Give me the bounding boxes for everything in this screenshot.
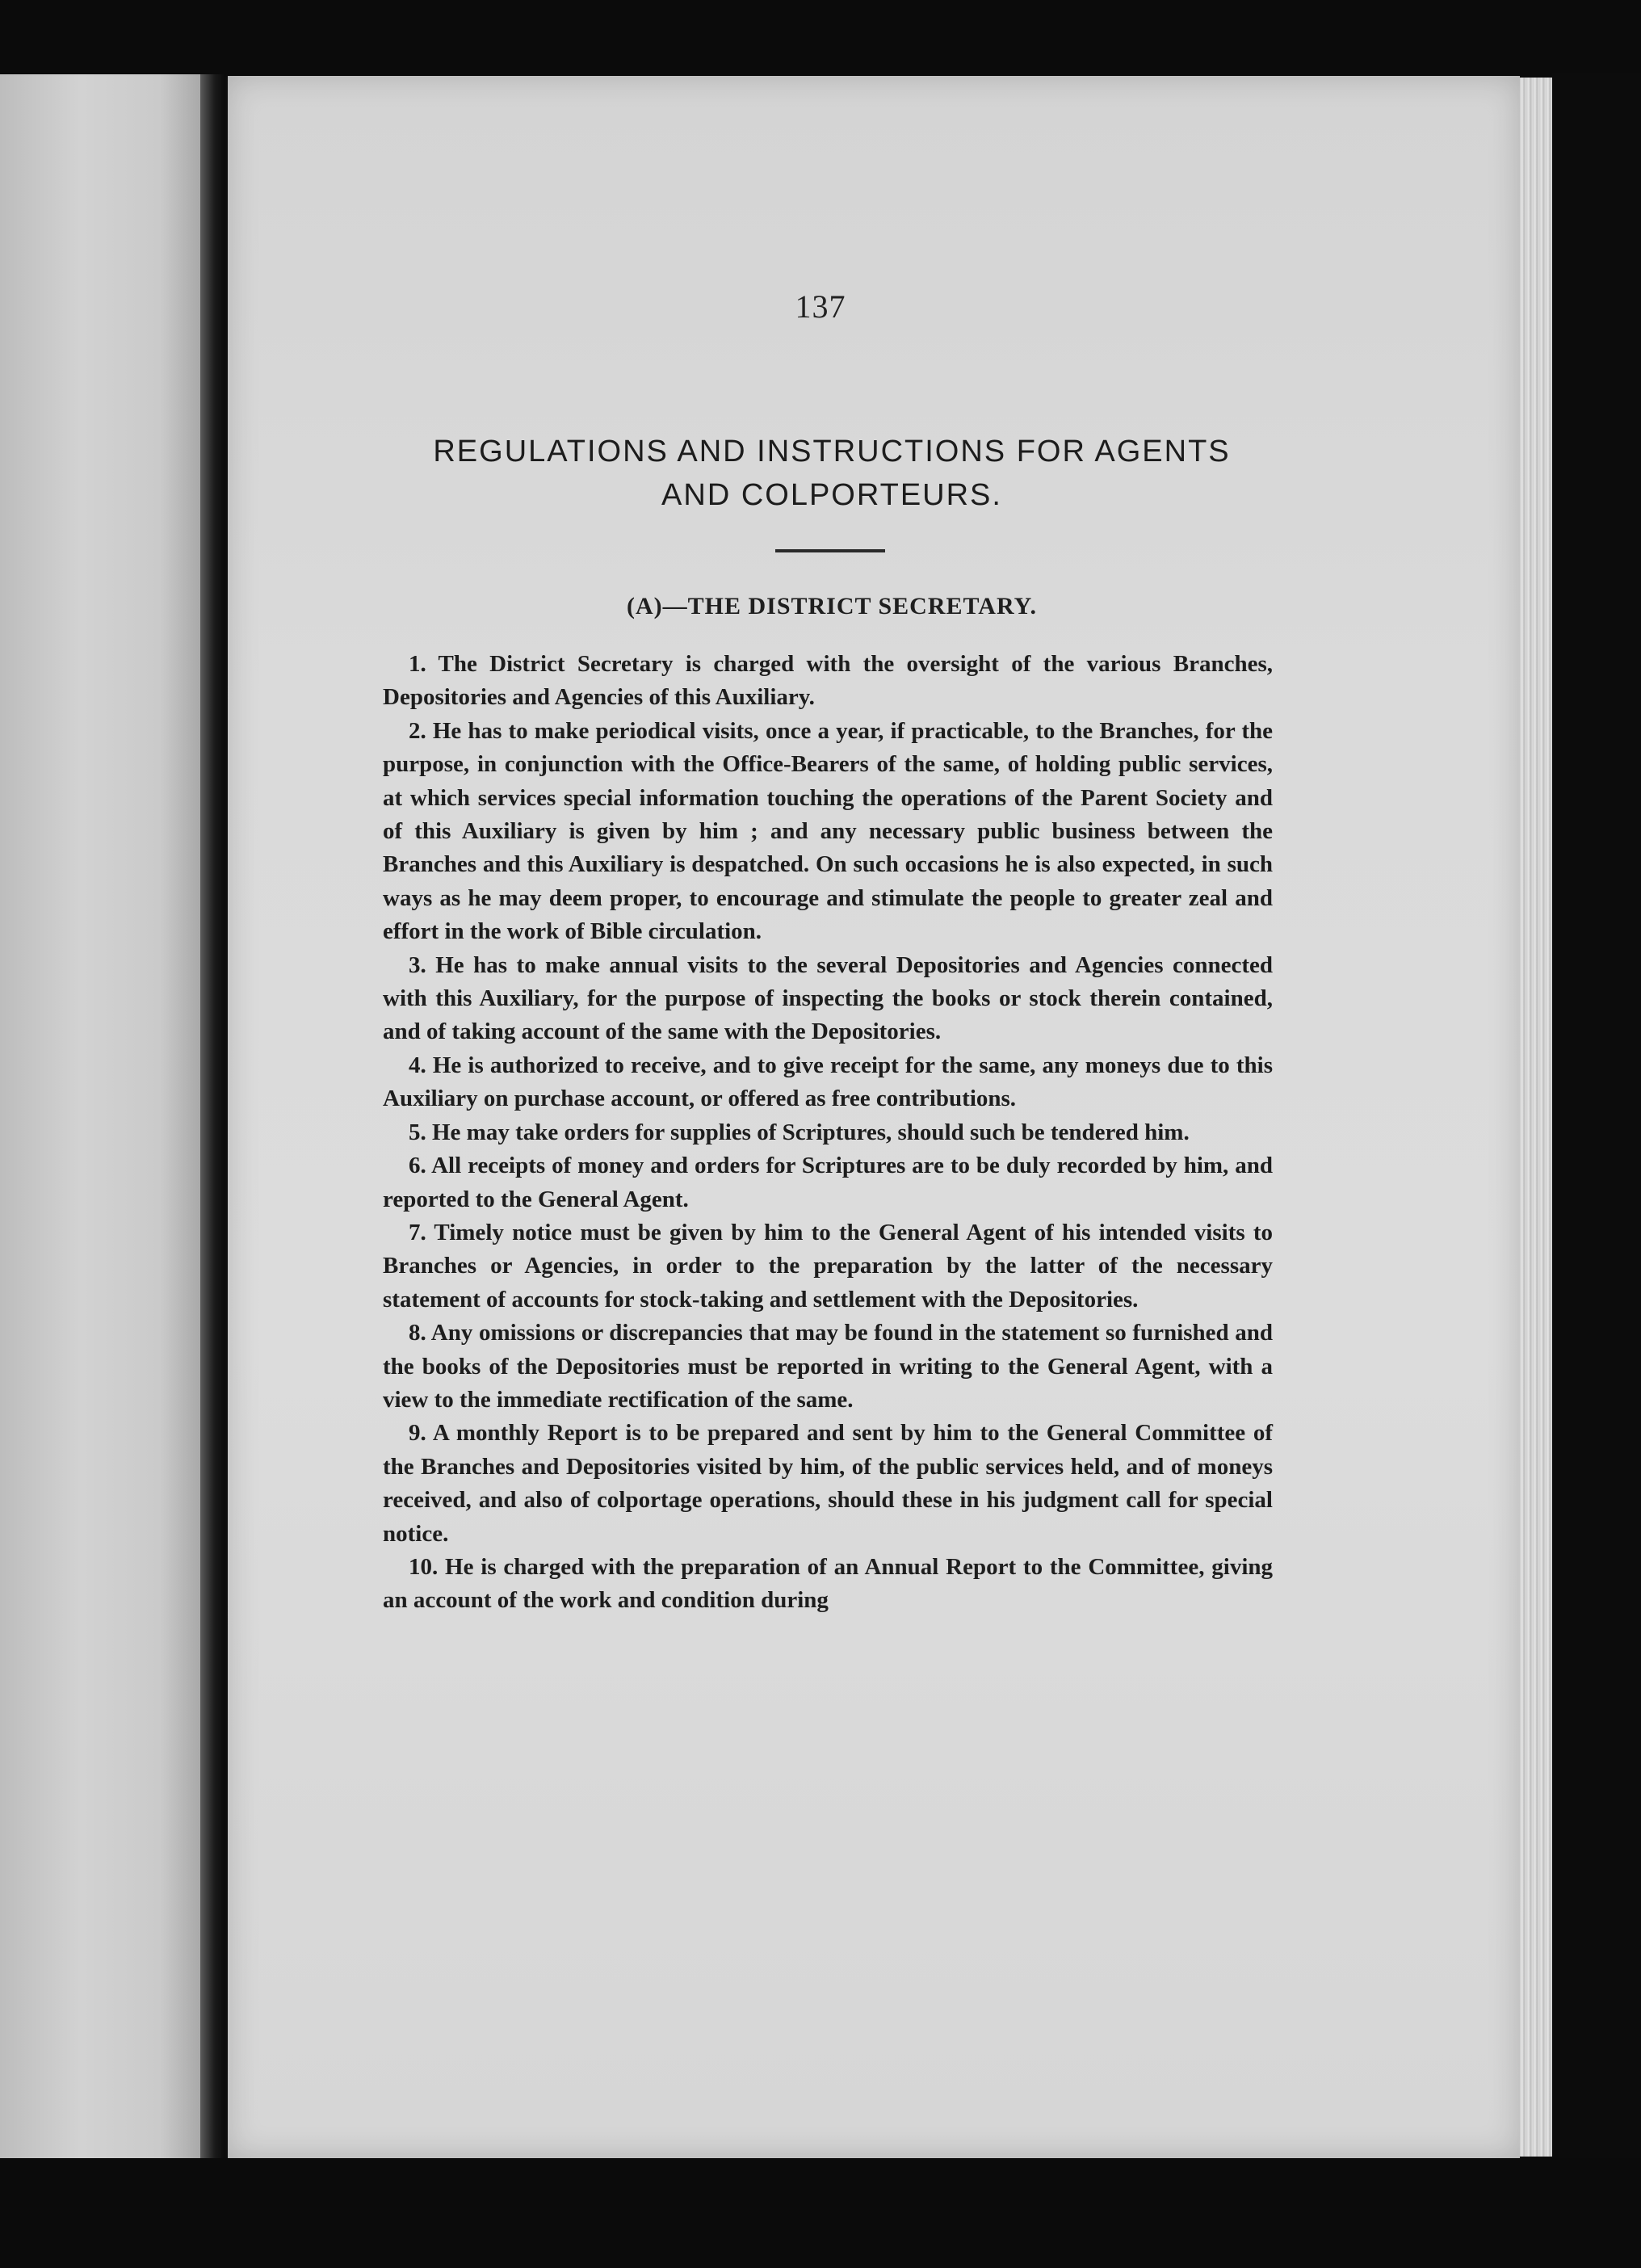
paragraph-5: 5. He may take orders for supplies of Scriptures, should such be tendered him. <box>409 1119 1190 1145</box>
scan-right-border <box>1552 73 1641 2173</box>
page-title <box>380 430 1284 517</box>
scan-bottom-border <box>0 2158 1641 2268</box>
paragraph-4: 4. He is authorized to receive, and to give receipt for the same, any moneys due to this Auxiliary on purchase account, or offered as free contributions. <box>383 1052 1273 1112</box>
paragraph-2: 2. He has to make periodical visits, once a year, if practicable, to the Branches, for the purpose, in conjunction with the Office-Bearers of the same, of holding public services, at which services special information touching the operations of the Parent Society and of this Auxiliary is given by him ; and any necessary public business between the Branches and this Auxiliary is despatched. On such occasions he is also expected, in such ways as he may deem proper, to encourage and stimulate the people to greater zeal and effort in the work of Bible circulation. <box>383 717 1273 945</box>
paragraph-8: 8. Any omissions or discrepancies that may be found in the statement so furnished and the books of the Depositories must be reported in writing to the General Agent, with a view to the immediate rectification of the same. <box>383 1320 1273 1413</box>
page-edges <box>1520 78 1552 2157</box>
page-title-line-2: AND COLPORTEURS. <box>661 478 1002 512</box>
facing-page-left <box>0 74 200 2166</box>
paragraph-7: 7. Timely notice must be given by him to the General Agent of his intended visits to Branches or Agencies, in order to the preparation by the latter of the necessary statement of accounts for stock-taking and settlement with the Depositories. <box>383 1219 1273 1312</box>
paragraph-3: 3. He has to make annual visits to the several Depositories and Agencies connected with this Auxiliary, for the purpose of inspecting the books or stock therein contained, and of taking account of the same with the Depositories. <box>383 951 1273 1045</box>
body-text <box>383 648 1273 1618</box>
paragraph-9: 9. A monthly Report is to be prepared and sent by him to the General Committee of the Branches and Depositories visited by him, of the public services held, and of moneys received, and also of colportage operations, should these in his judgment call for special notice. <box>383 1420 1273 1547</box>
paragraph-1: 1. The District Secretary is charged with the oversight of the various Branches, Depositories and Agencies of this Auxiliary. <box>383 651 1273 711</box>
section-heading: (A)—THE DISTRICT SECRETARY. <box>626 593 1037 620</box>
page-title-line-1: REGULATIONS AND INSTRUCTIONS FOR AGENTS <box>433 435 1231 468</box>
paragraph-6: 6. All receipts of money and orders for Scriptures are to be duly recorded by him, and reported to the General Agent. <box>383 1153 1273 1212</box>
page-number: 137 <box>795 288 846 325</box>
paragraph-10: 10. He is charged with the preparation of an Annual Report to the Committee, giving an account of the work and condition during <box>383 1553 1273 1614</box>
book-gutter <box>200 74 225 2174</box>
title-divider <box>775 549 885 552</box>
scan-top-border <box>0 0 1641 77</box>
